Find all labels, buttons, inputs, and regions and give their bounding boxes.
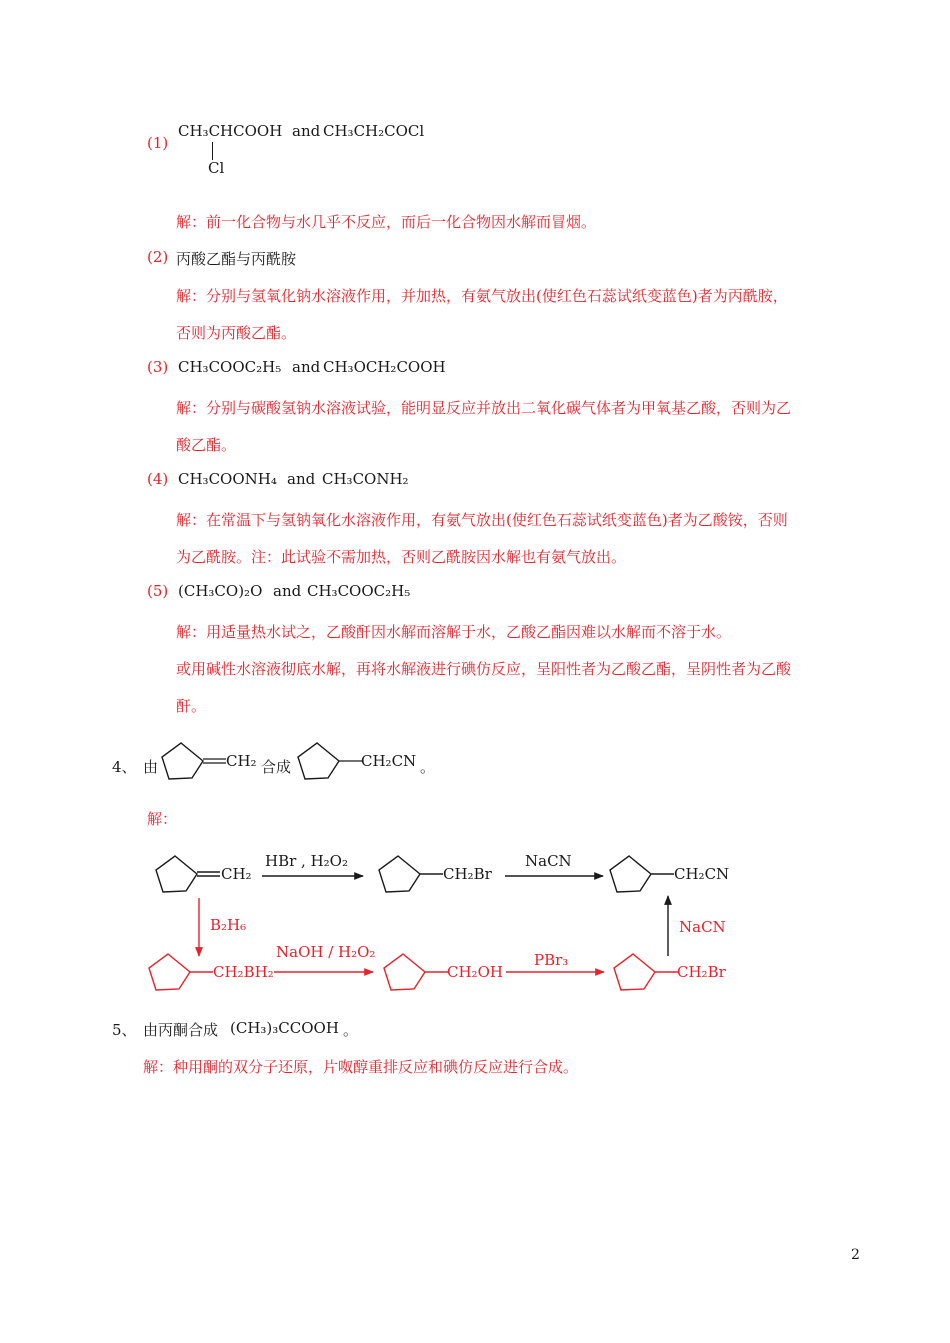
scheme-top-end: CH₂CN [674, 865, 730, 883]
scheme-ring-1 [156, 856, 220, 892]
scheme-ring-5 [384, 954, 448, 990]
item-2-answer-line-2: 否则为丙酸乙酯。 [176, 324, 297, 342]
q4-target-group: CH₂CN [361, 752, 417, 770]
item-3-number: (3) [147, 358, 169, 376]
scheme-top-start: CH₂ [221, 865, 252, 883]
scheme-bottom-2: CH₂OH [447, 963, 503, 981]
item-1-formula-b: CH₃CH₂COCl [323, 122, 425, 140]
item-1-formula-a: CH₃CHCOOH [178, 122, 283, 140]
item-3-answer-line-1: 解：分别与碳酸氢钠水溶液试验，能明显反应并放出二氧化碳气体者为甲氧基乙酸，否则为乙 [176, 399, 792, 417]
q4-end: 。 [420, 758, 436, 776]
item-5-formula-b: CH₃COOC₂H₅ [307, 582, 411, 600]
q5-number: 5、 [112, 1021, 137, 1039]
scheme-reagent-2: NaCN [525, 852, 572, 870]
q5-question-pre: 由丙酮合成 [143, 1021, 219, 1039]
item-4-number: (4) [147, 470, 169, 488]
item-5-formula-a: (CH₃CO)₂O [178, 582, 263, 600]
item-5-answer-line-3: 酐。 [176, 697, 207, 715]
q4-start-group: CH₂ [226, 752, 257, 770]
item-2-number: (2) [147, 248, 169, 266]
scheme-ring-2 [379, 856, 443, 892]
item-1-answer-line-1: 解：前一化合物与水几乎不反应，而后一化合物因水解而冒烟。 [176, 213, 597, 231]
item-4-answer-line-2: 为乙酰胺。注：此试验不需加热，否则乙酰胺因水解也有氨气放出。 [176, 548, 627, 566]
item-3-formula-b: CH₃OCH₂COOH [323, 358, 446, 376]
item-4-answer-line-1: 解：在常温下与氢钠氧化水溶液作用，有氨气放出(使红色石蕊试纸变蓝色)者为乙酸铵，否则 [176, 511, 788, 529]
item-4-connector: and [287, 470, 316, 488]
item-3-answer-line-2: 酸乙酯。 [176, 436, 237, 454]
q4-reaction-scheme [0, 830, 950, 1010]
item-4-formula-a: CH₃COONH₄ [178, 470, 277, 488]
q4-methylenecyclopentane-ring [158, 735, 230, 787]
item-5-number: (5) [147, 582, 169, 600]
scheme-ring-6 [614, 954, 678, 990]
scheme-bottom-3: CH₂Br [677, 963, 726, 981]
scheme-reagent-4: PBr₃ [534, 951, 569, 969]
q5-question-end: 。 [343, 1021, 359, 1039]
q4-mid: 合成 [261, 758, 292, 776]
item-5-answer-line-1: 解：用适量热水试之，乙酸酐因水解而溶解于水，乙酸乙酯因难以水解而不溶于水。 [176, 623, 732, 641]
scheme-ring-3 [610, 856, 674, 892]
scheme-top-mid: CH₂Br [443, 865, 492, 883]
scheme-reagent-3: NaOH / H₂O₂ [276, 943, 376, 961]
item-4-formula-b: CH₃CONH₂ [322, 470, 409, 488]
q4-answer-label: 解： [147, 810, 178, 828]
item-2-answer-line-1: 解：分别与氢氧化钠水溶液作用，并加热，有氨气放出(使红色石蕊试纸变蓝色)者为丙酰胺， [176, 287, 788, 305]
item-5-connector: and [273, 582, 302, 600]
scheme-ring-4 [149, 954, 213, 990]
q4-number: 4、 [112, 758, 137, 776]
item-1-connector: and [292, 122, 321, 140]
item-5-answer-line-2: 或用碱性水溶液彻底水解，再将水解液进行碘仿反应，呈阳性者为乙酸乙酯，呈阴性者为乙酸 [176, 660, 792, 678]
item-3-connector: and [292, 358, 321, 376]
q4-cyclopentyl-ring [294, 735, 366, 787]
item-2-question: 丙酸乙酯与丙酰胺 [176, 250, 297, 268]
q5-answer: 解：种用酮的双分子还原，片呶醇重排反应和碘仿反应进行合成。 [143, 1058, 579, 1076]
scheme-bottom-1: CH₂BH₂ [213, 963, 274, 981]
scheme-reagent-1: HBr , H₂O₂ [265, 852, 348, 870]
q5-question-formula: (CH₃)₃CCOOH [230, 1019, 339, 1037]
page-number: 2 [851, 1247, 860, 1263]
scheme-reagent-up: NaCN [679, 918, 726, 936]
scheme-reagent-down: B₂H₆ [210, 916, 247, 934]
item-1-bond-line [212, 142, 213, 160]
item-1-chlorine: Cl [208, 159, 225, 177]
item-1-number: (1) [147, 134, 169, 152]
item-3-formula-a: CH₃COOC₂H₅ [178, 358, 282, 376]
q4-from: 由 [143, 758, 159, 776]
